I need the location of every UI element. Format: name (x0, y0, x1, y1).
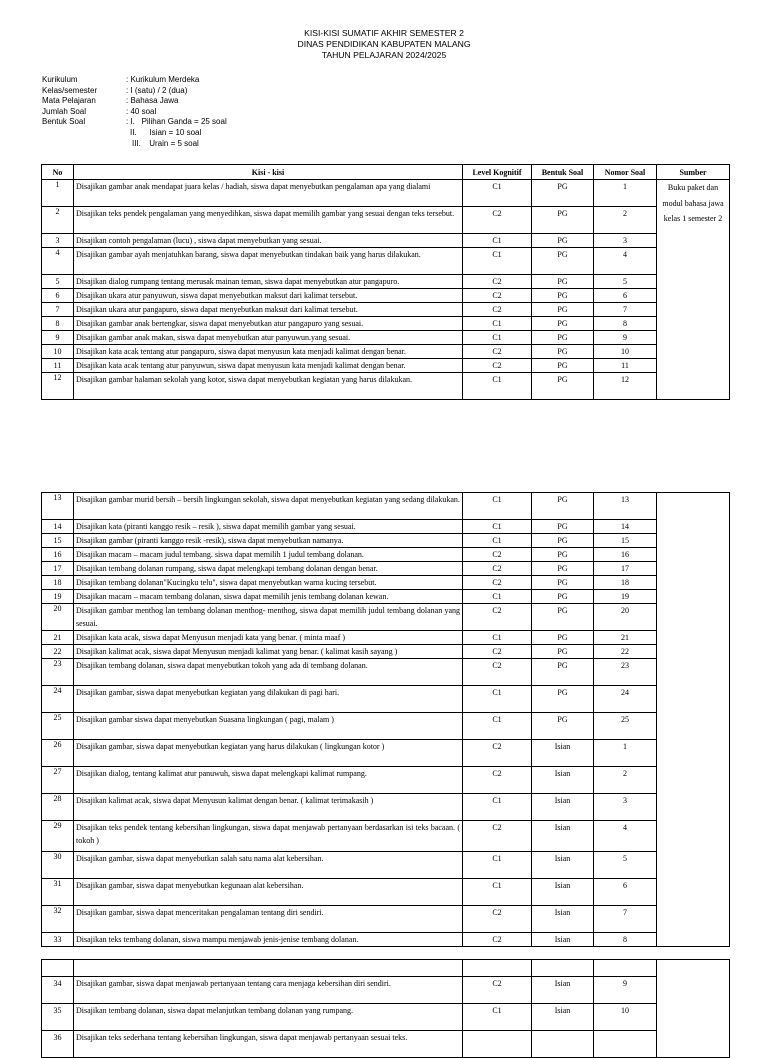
row-bentuk: Isian (532, 933, 594, 947)
row-bentuk: PG (532, 289, 594, 303)
table-row (42, 1031, 730, 1058)
row-number: 8 (42, 317, 74, 331)
row-bentuk: Isian (532, 821, 594, 852)
table-row (42, 534, 730, 548)
meta-bentuk: Bentuk Soal : I. Pilihan Ganda = 25 soal (42, 117, 227, 127)
meta-kelas: Kelas/semester : I (satu) / 2 (dua) (42, 85, 188, 95)
row-number: 34 (42, 977, 74, 1004)
row-number: 32 (42, 906, 74, 933)
row-number: 29 (42, 821, 74, 852)
row-number: 19 (42, 590, 74, 604)
row-nomor: 23 (594, 659, 657, 686)
row-bentuk: PG (532, 331, 594, 345)
row-level: C1 (463, 1004, 532, 1031)
row-nomor: 8 (594, 317, 657, 331)
row-nomor: 13 (594, 493, 657, 520)
row-bentuk: PG (532, 180, 594, 207)
row-level: C2 (463, 906, 532, 933)
row-nomor: 19 (594, 590, 657, 604)
row-nomor: 5 (594, 852, 657, 879)
row-bentuk: PG (532, 604, 594, 631)
row-kisi: Disajikan gambar anak mendapat juara kelas / hadiah, siswa dapat menyebutkan pengalaman apa yang dialami (74, 180, 463, 207)
row-bentuk: Isian (532, 740, 594, 767)
row-nomor: 11 (594, 359, 657, 373)
row-kisi: Disajikan gambar murid bersih – bersih lingkungan sekolah, siswa dapat menyebutkan kegiatan yang sedang dilakukan. (74, 493, 463, 520)
row-number: 31 (42, 879, 74, 906)
row-kisi: Disajikan tembang dolanan rumpang, siswa dapat melengkapi tembang dolanan dengan benar. (74, 562, 463, 576)
kisi-table-page-3 (41, 959, 730, 1058)
row-level: C2 (463, 289, 532, 303)
header-title: KISI-KISI SUMATIF AKHIR SEMESTER 2 (304, 28, 464, 38)
table-row (42, 331, 730, 345)
meta-jumlah: Jumlah Soal : 40 soal (42, 106, 157, 116)
row-nomor: 24 (594, 686, 657, 713)
row-level: C2 (463, 345, 532, 359)
header-nomor: Nomor Soal (594, 165, 657, 180)
row-nomor: 4 (594, 248, 657, 275)
row-bentuk: Isian (532, 906, 594, 933)
row-kisi: Disajikan teks pendek tentang kebersihan lingkungan, siswa dapat menjawab pertanyaan berdasarkan isi teks bacaan. ( tokoh ) (74, 821, 463, 852)
table-row (42, 604, 730, 631)
row-nomor: 1 (594, 740, 657, 767)
row-number: 13 (42, 493, 74, 520)
row-nomor: 9 (594, 331, 657, 345)
row-bentuk: PG (532, 234, 594, 248)
row-nomor: 10 (594, 1004, 657, 1031)
row-number: 25 (42, 713, 74, 740)
row-bentuk: PG (532, 207, 594, 234)
meta-bentuk-uraian: III. Urain = 5 soal (132, 138, 199, 148)
row-nomor: 14 (594, 520, 657, 534)
row-bentuk: PG (532, 645, 594, 659)
table-row (42, 562, 730, 576)
row-bentuk: PG (532, 562, 594, 576)
table-row (42, 906, 730, 933)
row-level: C1 (463, 331, 532, 345)
row-level: C1 (463, 852, 532, 879)
row-kisi: Disajikan tembang dolanan"Kucingku telu", siswa dapat menyebutkan warna kucing tersebut. (74, 576, 463, 590)
row-number: 27 (42, 767, 74, 794)
row-number: 10 (42, 345, 74, 359)
row-level: C1 (463, 590, 532, 604)
row-level: C2 (463, 645, 532, 659)
row-bentuk: Isian (532, 794, 594, 821)
row-number: 17 (42, 562, 74, 576)
row-number: 30 (42, 852, 74, 879)
row-level: C2 (463, 977, 532, 1004)
table-row (42, 180, 730, 207)
row-number: 6 (42, 289, 74, 303)
table-row (42, 275, 730, 289)
kisi-table-page-1 (41, 164, 730, 400)
row-kisi: Disajikan gambar siswa dapat menyebutkan Suasana lingkungan ( pagi, malam ) (74, 713, 463, 740)
row-nomor: 21 (594, 631, 657, 645)
row-level: C1 (463, 248, 532, 275)
table-row (42, 794, 730, 821)
row-bentuk: PG (532, 576, 594, 590)
row-level: C1 (463, 234, 532, 248)
row-bentuk: Isian (532, 879, 594, 906)
row-level: C1 (463, 317, 532, 331)
row-nomor: 1 (594, 180, 657, 207)
row-bentuk: PG (532, 248, 594, 275)
table-row (42, 631, 730, 645)
meta-mapel: Mata Pelajaran : Bahasa Jawa (42, 96, 179, 106)
header-kisi: Kisi - kisi (74, 165, 463, 180)
table-row (42, 879, 730, 906)
row-number: 20 (42, 604, 74, 631)
row-kisi: Disajikan teks tembang dolanan, siswa mampu menjawab jenis-jenise tembang dolanan. (74, 933, 463, 947)
meta-kurikulum: Kurikulum : Kurikulum Merdeka (42, 75, 200, 84)
row-kisi: Disajikan gambar menthog lan tembang dolanan menthog- menthog, siswa dapat memilih judul tembang dolanan yang sesuai. (74, 604, 463, 631)
table-body-page-3 (42, 960, 730, 1058)
row-nomor: 18 (594, 576, 657, 590)
row-level: C1 (463, 713, 532, 740)
table-row (42, 520, 730, 534)
document-meta (42, 75, 227, 149)
row-nomor: 7 (594, 906, 657, 933)
document-header (0, 28, 768, 62)
row-kisi: Disajikan dialog rumpang tentang merusak mainan teman, siswa dapat menyebutkan atur pangapuro. (74, 275, 463, 289)
row-bentuk: PG (532, 534, 594, 548)
row-nomor: 2 (594, 207, 657, 234)
row-nomor: 7 (594, 303, 657, 317)
table-row (42, 289, 730, 303)
header-level: Level Kognitif (463, 165, 532, 180)
row-number: 2 (42, 207, 74, 234)
table-row (42, 576, 730, 590)
table-row (42, 977, 730, 1004)
row-kisi: Disajikan gambar halaman sekolah yang kotor, siswa dapat menyebutkan kegiatan yang harus dilakukan. (74, 373, 463, 400)
table-row (42, 933, 730, 947)
table-blank-row (42, 960, 730, 977)
row-level: C1 (463, 180, 532, 207)
row-number: 15 (42, 534, 74, 548)
row-number: 36 (42, 1031, 74, 1058)
row-bentuk: PG (532, 359, 594, 373)
table-row (42, 713, 730, 740)
row-bentuk (532, 1031, 594, 1058)
row-bentuk: PG (532, 493, 594, 520)
table-row (42, 493, 730, 520)
row-level: C1 (463, 534, 532, 548)
row-nomor: 3 (594, 234, 657, 248)
row-number: 11 (42, 359, 74, 373)
row-nomor: 12 (594, 373, 657, 400)
table-row (42, 234, 730, 248)
row-bentuk: PG (532, 317, 594, 331)
table-row (42, 373, 730, 400)
row-level: C1 (463, 373, 532, 400)
row-nomor: 8 (594, 933, 657, 947)
row-number: 24 (42, 686, 74, 713)
row-nomor: 3 (594, 794, 657, 821)
table-row (42, 590, 730, 604)
row-bentuk: PG (532, 659, 594, 686)
table-row (42, 359, 730, 373)
row-level (463, 1031, 532, 1058)
row-level: C2 (463, 548, 532, 562)
row-number: 9 (42, 331, 74, 345)
row-bentuk: PG (532, 345, 594, 359)
row-level: C2 (463, 933, 532, 947)
header-year: TAHUN PELAJARAN 2024/2025 (321, 50, 447, 61)
row-nomor: 5 (594, 275, 657, 289)
row-level: C2 (463, 303, 532, 317)
row-nomor (594, 1031, 657, 1058)
row-number: 23 (42, 659, 74, 686)
row-level: C2 (463, 740, 532, 767)
row-kisi: Disajikan gambar (piranti kanggo resik -resik), siswa dapat menyebutkan namanya. (74, 534, 463, 548)
row-kisi: Disajikan gambar, siswa dapat menyebutkan kegiatan yang dilakukan di pagi hari. (74, 686, 463, 713)
row-level: C1 (463, 794, 532, 821)
row-kisi: Disajikan gambar, siswa dapat menceritakan pengalaman tentang diri sendiri. (74, 906, 463, 933)
row-bentuk: PG (532, 303, 594, 317)
kisi-table-page-2 (41, 492, 730, 947)
table-row (42, 767, 730, 794)
row-level: C1 (463, 879, 532, 906)
table-body-page-1 (42, 180, 730, 400)
row-sumber: Buku paket dan modul bahasa jawa kelas 1 semester 2 (657, 180, 730, 400)
row-number: 21 (42, 631, 74, 645)
row-kisi: Disajikan macam – macam tembang dolanan, siswa dapat memilih jenis tembang dolanan kewan. (74, 590, 463, 604)
row-number: 1 (42, 180, 74, 207)
table-row (42, 1004, 730, 1031)
row-bentuk: PG (532, 520, 594, 534)
row-level: C2 (463, 576, 532, 590)
table-row (42, 645, 730, 659)
row-bentuk: PG (532, 548, 594, 562)
row-number: 14 (42, 520, 74, 534)
row-kisi: Disajikan gambar, siswa dapat menyebutkan kegiatan yang harus dilakukan ( lingkungan kotor ) (74, 740, 463, 767)
row-level: C2 (463, 207, 532, 234)
row-kisi: Disajikan kalimat acak, siswa dapat Menyusun menjadi kalimat yang benar. ( kalimat kasih sayang ) (74, 645, 463, 659)
row-kisi: Disajikan tembang dolanan, siswa dapat melanjutkan tembang dolanan yang rumpang. (74, 1004, 463, 1031)
row-level: C1 (463, 493, 532, 520)
row-kisi: Disajikan teks sederhana tentang kebersihan lingkungan, siswa dapat menjawab pertanyaan sesuai teks. (74, 1031, 463, 1058)
row-number: 35 (42, 1004, 74, 1031)
row-kisi: Disajikan macam – macam judul tembang. siswa dapat memilih 1 judul tembang dolanan. (74, 548, 463, 562)
header-sumber: Sumber (657, 165, 730, 180)
row-nomor: 15 (594, 534, 657, 548)
row-level: C1 (463, 686, 532, 713)
row-nomor: 4 (594, 821, 657, 852)
row-number: 33 (42, 933, 74, 947)
row-nomor: 20 (594, 604, 657, 631)
table-row (42, 659, 730, 686)
row-kisi: Disajikan gambar anak bertengkar, siswa dapat menyebutkan atur pangapuro yang sesuai. (74, 317, 463, 331)
row-kisi: Disajikan dialog, tentang kalimat atur panuwuh, siswa dapat melengkapi kalimat rumpang. (74, 767, 463, 794)
meta-bentuk-isian: II. Isian = 10 soal (130, 127, 202, 137)
table-header-row (42, 165, 730, 180)
row-kisi: Disajikan teks pendek pengalaman yang menyedihkan, siswa dapat memilih gambar yang sesuai dengan teks tersebut. (74, 207, 463, 234)
row-kisi: Disajikan kata acak tentang atur pangapuro, siswa dapat menyusun kata menjadi kalimat dengan benar. (74, 345, 463, 359)
table-row (42, 821, 730, 852)
row-number: 7 (42, 303, 74, 317)
row-bentuk: Isian (532, 977, 594, 1004)
row-number: 28 (42, 794, 74, 821)
row-bentuk: PG (532, 631, 594, 645)
row-number: 22 (42, 645, 74, 659)
row-bentuk: Isian (532, 767, 594, 794)
row-kisi: Disajikan gambar, siswa dapat menyebutkan kegunaan alat kebersihan. (74, 879, 463, 906)
row-number: 3 (42, 234, 74, 248)
table-body-page-2 (42, 493, 730, 947)
row-kisi: Disajikan gambar ayah menjatuhkan barang, siswa dapat menyebutkan tindakan baik yang harus dilakukan. (74, 248, 463, 275)
table-row (42, 303, 730, 317)
row-bentuk: PG (532, 590, 594, 604)
row-kisi: Disajikan contoh pengalaman (lucu) , siswa dapat menyebutkan yang sesuai. (74, 234, 463, 248)
row-kisi: Disajikan ukara atur pangapuro, siswa dapat menyebutkan maksut dari kalimat tersebut. (74, 303, 463, 317)
row-bentuk: PG (532, 713, 594, 740)
row-sumber-empty (657, 493, 730, 947)
header-no: No (42, 165, 74, 180)
row-kisi: Disajikan kata acak tentang atur panyuwun, siswa dapat menyusun kata menjadi kalimat dengan benar. (74, 359, 463, 373)
row-number: 26 (42, 740, 74, 767)
row-nomor: 25 (594, 713, 657, 740)
table-row (42, 548, 730, 562)
row-kisi: Disajikan kalimat acak, siswa dapat Menyusun kalimat dengan benar. ( kalimat terimakasih ) (74, 794, 463, 821)
row-bentuk: PG (532, 275, 594, 289)
table-row (42, 248, 730, 275)
row-number: 12 (42, 373, 74, 400)
header-institution: DINAS PENDIDIKAN KABUPATEN MALANG (297, 39, 471, 50)
row-kisi: Disajikan gambar anak makan, siswa dapat menyebutkan atur panyuwun.yang sesuai. (74, 331, 463, 345)
row-kisi: Disajikan gambar, siswa dapat menyebutkan salah satu nama alat kebersihan. (74, 852, 463, 879)
row-kisi: Disajikan kata (piranti kanggo resik – resik ), siswa dapat memilih gambar yang sesuai. (74, 520, 463, 534)
row-level: C2 (463, 767, 532, 794)
table-row (42, 317, 730, 331)
table-row (42, 207, 730, 234)
row-level: C1 (463, 520, 532, 534)
row-number: 18 (42, 576, 74, 590)
row-kisi: Disajikan tembang dolanan, siswa dapat menyebutkan tokoh yang ada di tembang dolanan. (74, 659, 463, 686)
row-nomor: 2 (594, 767, 657, 794)
row-kisi: Disajikan ukara atur panyuwun, siswa dapat menyebutkan maksut dari kalimat tersebut. (74, 289, 463, 303)
row-number: 4 (42, 248, 74, 275)
row-level: C2 (463, 359, 532, 373)
row-level: C2 (463, 562, 532, 576)
row-nomor: 22 (594, 645, 657, 659)
row-nomor: 9 (594, 977, 657, 1004)
header-bentuk: Bentuk Soal (532, 165, 594, 180)
row-nomor: 10 (594, 345, 657, 359)
table-row (42, 852, 730, 879)
row-level: C2 (463, 275, 532, 289)
table-row (42, 345, 730, 359)
row-level: C2 (463, 821, 532, 852)
row-nomor: 16 (594, 548, 657, 562)
row-level: C2 (463, 659, 532, 686)
row-bentuk: Isian (532, 1004, 594, 1031)
row-bentuk: PG (532, 686, 594, 713)
row-number: 5 (42, 275, 74, 289)
row-number: 16 (42, 548, 74, 562)
row-bentuk: PG (532, 373, 594, 400)
row-level: C1 (463, 631, 532, 645)
row-nomor: 6 (594, 879, 657, 906)
table-row (42, 686, 730, 713)
row-level: C2 (463, 604, 532, 631)
row-nomor: 6 (594, 289, 657, 303)
row-kisi: Disajikan gambar, siswa dapat menjawab pertanyaan tentang cara menjaga kebersihan diri sendiri. (74, 977, 463, 1004)
table-row (42, 740, 730, 767)
row-kisi: Disajikan kata acak, siswa dapat Menyusun menjadi kata yang benar. ( minta maaf ) (74, 631, 463, 645)
row-bentuk: Isian (532, 852, 594, 879)
row-nomor: 17 (594, 562, 657, 576)
